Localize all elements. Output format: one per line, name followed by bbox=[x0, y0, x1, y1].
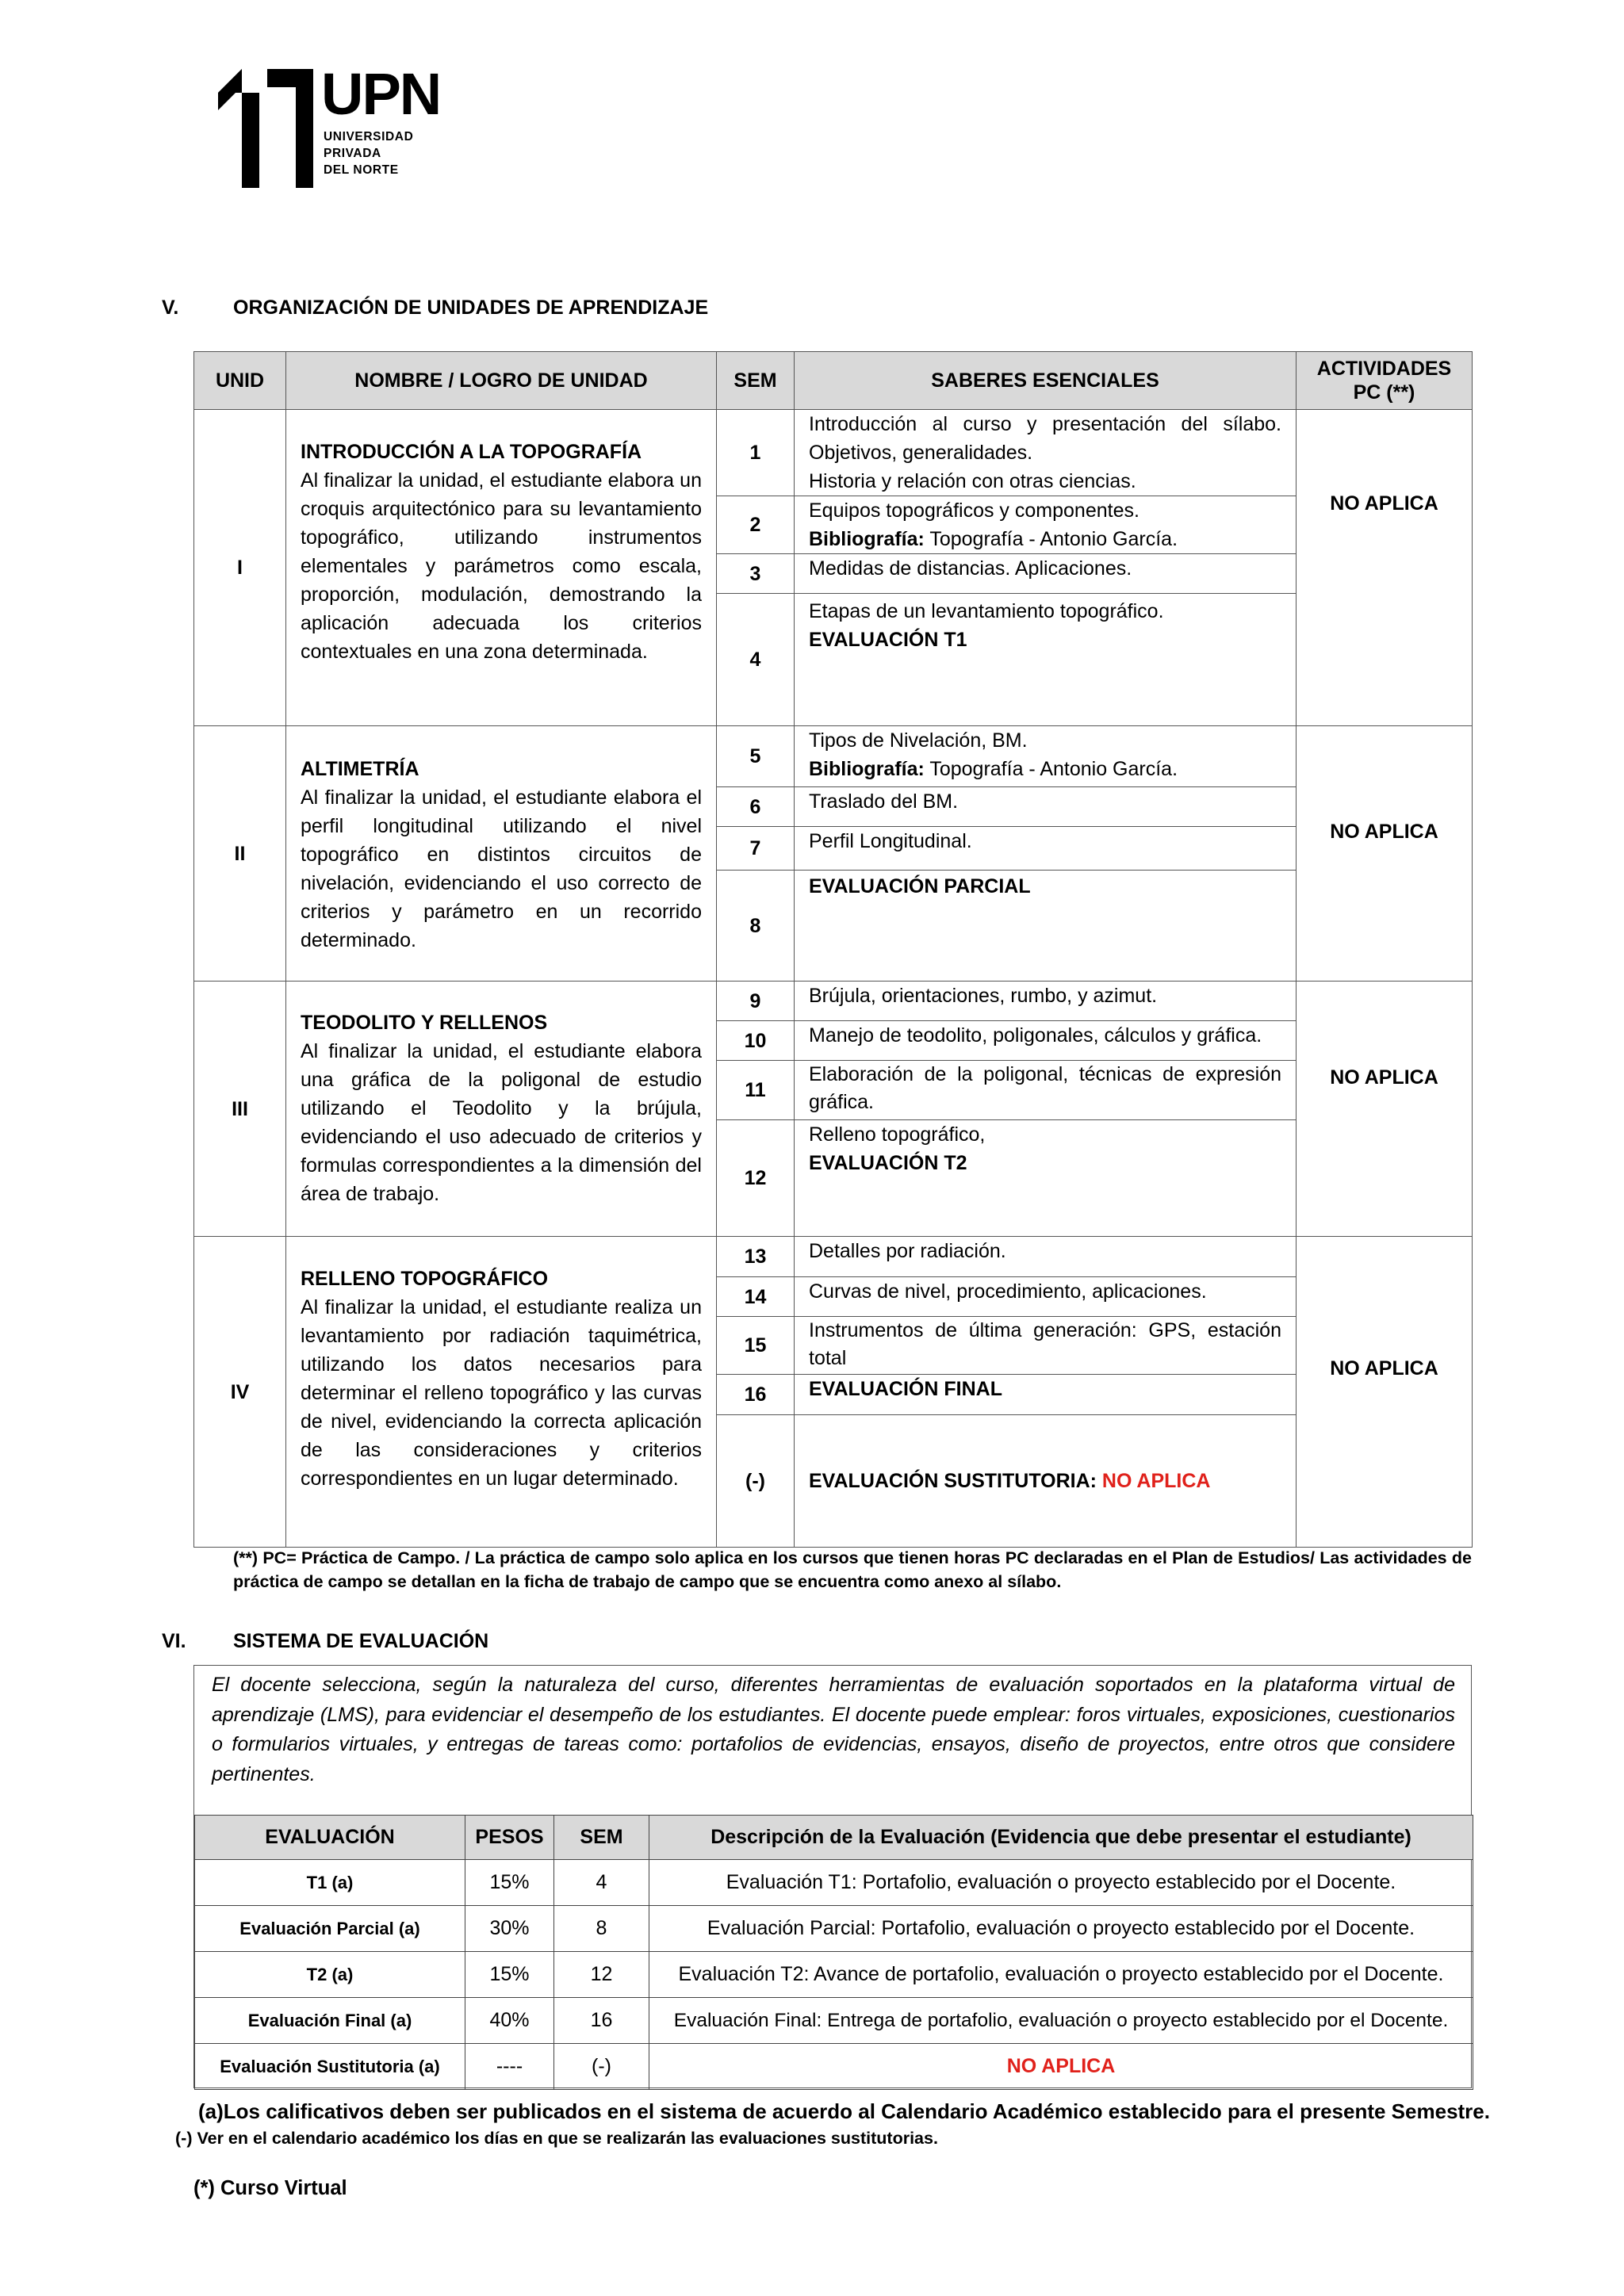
week-content: Perfil Longitudinal. bbox=[795, 827, 1297, 871]
unit-id: III bbox=[194, 982, 286, 1237]
eval-peso: 40% bbox=[465, 1998, 554, 2044]
table-row bbox=[195, 1952, 1473, 1998]
week-content: Tipos de Nivelación, BM. Bibliografía: Topografía - Antonio García. bbox=[795, 726, 1297, 787]
upn-logo bbox=[218, 61, 441, 192]
eval-desc: NO APLICA bbox=[649, 2044, 1473, 2090]
week-content: Relleno topográfico, EVALUACIÓN T2 bbox=[795, 1120, 1297, 1237]
eval-sem: 8 bbox=[554, 1906, 649, 1952]
section-5-title: ORGANIZACIÓN DE UNIDADES DE APRENDIZAJE bbox=[233, 297, 709, 319]
week-content: Etapas de un levantamiento topográfico. EVALUACIÓN T1 bbox=[795, 594, 1297, 726]
upn-arrow-icon bbox=[218, 65, 321, 192]
unit-title: RELLENO TOPOGRÁFICO bbox=[301, 1268, 549, 1290]
week-content: Brújula, orientaciones, rumbo, y azimut. bbox=[795, 982, 1297, 1021]
week-number: 8 bbox=[717, 871, 795, 982]
eval-sem: 12 bbox=[554, 1952, 649, 1998]
eval-peso: 15% bbox=[465, 1952, 554, 1998]
week-number: 7 bbox=[717, 827, 795, 871]
week-number: 16 bbox=[717, 1375, 795, 1415]
week-number: 13 bbox=[717, 1237, 795, 1277]
eval-desc: Evaluación Final: Entrega de portafolio, evaluación o proyecto establecido por el Docente. bbox=[649, 1998, 1473, 2044]
header-saberes: SABERES ESENCIALES bbox=[795, 352, 1297, 410]
table-row bbox=[195, 1860, 1473, 1906]
week-content: Elaboración de la poligonal, técnicas de expresión gráfica. bbox=[795, 1061, 1297, 1120]
eval-desc: Evaluación T2: Avance de portafolio, evaluación o proyecto establecido por el Docente. bbox=[649, 1952, 1473, 1998]
week-content: Traslado del BM. bbox=[795, 787, 1297, 827]
header-unid: UNID bbox=[194, 352, 286, 410]
unit-activities: NO APLICA bbox=[1297, 1237, 1473, 1548]
eval-peso: ---- bbox=[465, 2044, 554, 2090]
unit-description bbox=[286, 1237, 717, 1548]
eval-desc: Evaluación Parcial: Portafolio, evaluación o proyecto establecido por el Docente. bbox=[649, 1906, 1473, 1952]
week-content: EVALUACIÓN FINAL bbox=[795, 1375, 1297, 1415]
header-sem: SEM bbox=[717, 352, 795, 410]
eval-name: Evaluación Sustitutoria (a) bbox=[195, 2044, 465, 2090]
unit-description bbox=[286, 982, 717, 1237]
week-number: (-) bbox=[717, 1415, 795, 1548]
week-number: 15 bbox=[717, 1317, 795, 1375]
week-content: Equipos topográficos y componentes. Bibliografía: Topografía - Antonio García. bbox=[795, 496, 1297, 554]
unit-activities: NO APLICA bbox=[1297, 410, 1473, 726]
unit-activities: NO APLICA bbox=[1297, 982, 1473, 1237]
week-number: 9 bbox=[717, 982, 795, 1021]
unit-title: ALTIMETRÍA bbox=[301, 758, 419, 780]
unit-logro: Al finalizar la unidad, el estudiante elabora un croquis arquitectónico para su levantamiento topográfico, utilizando instrumentos elementales y parámetros como escala, proporción, modulación, demostrando la aplicación adecuada los criterios contextuales en una zona determinada. bbox=[301, 469, 702, 663]
eval-name: Evaluación Final (a) bbox=[195, 1998, 465, 2044]
evaluation-intro: El docente selecciona, según la naturaleza del curso, diferentes herramientas de evaluación soportados en la plataforma virtual de aprendizaje (LMS), para evidenciar el desempeño de los estudiantes. El docente puede emplear: foros virtuales, exposiciones, cuestionarios o formularios virtuales, y entregas de tareas como: portafolios de evidencias, ensayos, diseño de proyectos, entre otros que considere pertinentes. bbox=[212, 1674, 1455, 1785]
week-number: 12 bbox=[717, 1120, 795, 1237]
week-number: 11 bbox=[717, 1061, 795, 1120]
week-number: 3 bbox=[717, 554, 795, 594]
week-content: Detalles por radiación. bbox=[795, 1237, 1297, 1277]
week-number: 10 bbox=[717, 1021, 795, 1061]
eval-header-descripcion: Descripción de la Evaluación (Evidencia que debe presentar el estudiante) bbox=[649, 1816, 1473, 1860]
eval-peso: 30% bbox=[465, 1906, 554, 1952]
week-content: EVALUACIÓN SUSTITUTORIA: NO APLICA bbox=[795, 1415, 1297, 1548]
eval-header-pesos: PESOS bbox=[465, 1816, 554, 1860]
evaluation-table bbox=[194, 1815, 1473, 2090]
week-content: Manejo de teodolito, poligonales, cálculos y gráfica. bbox=[795, 1021, 1297, 1061]
eval-sem: 4 bbox=[554, 1860, 649, 1906]
week-content: Curvas de nivel, procedimiento, aplicaciones. bbox=[795, 1277, 1297, 1317]
week-number: 2 bbox=[717, 496, 795, 554]
eval-header-evaluacion: EVALUACIÓN bbox=[195, 1816, 465, 1860]
unit-activities: NO APLICA bbox=[1297, 726, 1473, 982]
note-calificativos: (a)Los calificativos deben ser publicados en el sistema de acuerdo al Calendario Académico establecido para el presente Semestre. bbox=[198, 2099, 1490, 2123]
logo-line-1: UNIVERSIDAD bbox=[324, 130, 414, 144]
section-6-title: SISTEMA DE EVALUACIÓN bbox=[233, 1630, 489, 1652]
week-content: EVALUACIÓN PARCIAL bbox=[795, 871, 1297, 982]
pc-footnote: (**) PC= Práctica de Campo. / La práctica de campo solo aplica en los cursos que tienen horas PC declaradas en el Plan de Estudios/ Las actividades de práctica de campo se detallan en la ficha de trabajo de campo que se encuentra como anexo al sílabo. bbox=[233, 1548, 1472, 1591]
unit-id: IV bbox=[194, 1237, 286, 1548]
logo-line-3: DEL NORTE bbox=[324, 163, 399, 177]
week-number: 4 bbox=[717, 594, 795, 726]
section-6-number: VI. bbox=[162, 1630, 186, 1652]
week-content: Medidas de distancias. Aplicaciones. bbox=[795, 554, 1297, 594]
eval-sem: 16 bbox=[554, 1998, 649, 2044]
unit-id: II bbox=[194, 726, 286, 982]
section-5-number: V. bbox=[162, 297, 179, 319]
note-curso-virtual: (*) Curso Virtual bbox=[193, 2177, 347, 2199]
unit-logro: Al finalizar la unidad, el estudiante realiza un levantamiento por radiación taquimétrica, utilizando los datos necesarios para determinar el relleno topográfico y las curvas de nivel, evidenciando la correcta aplicación de las consideraciones y criterios correspondientes en un lugar determinado. bbox=[301, 1296, 702, 1490]
eval-peso: 15% bbox=[465, 1860, 554, 1906]
table-row bbox=[195, 1906, 1473, 1952]
week-number: 6 bbox=[717, 787, 795, 827]
unit-logro: Al finalizar la unidad, el estudiante elabora una gráfica de la poligonal de estudio utilizando el Teodolito y la brújula, evidenciando el uso adecuado de criterios y formulas correspondientes a la dimensión del área de trabajo. bbox=[301, 1040, 702, 1205]
unit-title: INTRODUCCIÓN A LA TOPOGRAFÍA bbox=[301, 441, 642, 463]
header-nombre: NOMBRE / LOGRO DE UNIDAD bbox=[286, 352, 717, 410]
week-number: 14 bbox=[717, 1277, 795, 1317]
unit-title: TEODOLITO Y RELLENOS bbox=[301, 1012, 548, 1034]
week-number: 5 bbox=[717, 726, 795, 787]
unit-id: I bbox=[194, 410, 286, 726]
unit-logro: Al finalizar la unidad, el estudiante elabora el perfil longitudinal utilizando el nivel topográfico en distintos circuitos de nivelación, evidenciando el uso correcto de criterios y parámetro en un recorrido determinado. bbox=[301, 786, 702, 951]
logo-wordmark: UPN bbox=[321, 61, 441, 127]
units-table bbox=[193, 351, 1473, 1548]
table-row bbox=[195, 1998, 1473, 2044]
table-row bbox=[195, 2044, 1473, 2090]
eval-name: T2 (a) bbox=[195, 1952, 465, 1998]
week-number: 1 bbox=[717, 410, 795, 496]
eval-desc: Evaluación T1: Portafolio, evaluación o proyecto establecido por el Docente. bbox=[649, 1860, 1473, 1906]
eval-sem: (-) bbox=[554, 2044, 649, 2090]
unit-description bbox=[286, 410, 717, 726]
week-content: Instrumentos de última generación: GPS, estación total bbox=[795, 1317, 1297, 1375]
eval-header-sem: SEM bbox=[554, 1816, 649, 1860]
eval-name: T1 (a) bbox=[195, 1860, 465, 1906]
unit-description bbox=[286, 726, 717, 982]
note-sustitutorias: (-) Ver en el calendario académico los días en que se realizarán las evaluaciones sustitutorias. bbox=[175, 2129, 938, 2148]
evaluation-box bbox=[193, 1665, 1472, 2088]
eval-name: Evaluación Parcial (a) bbox=[195, 1906, 465, 1952]
logo-line-2: PRIVADA bbox=[324, 147, 381, 160]
week-content: Introducción al curso y presentación del sílabo. Objetivos, generalidades. Historia y relación con otras ciencias. bbox=[795, 410, 1297, 496]
header-actividades: ACTIVIDADES PC (**) bbox=[1297, 352, 1473, 410]
